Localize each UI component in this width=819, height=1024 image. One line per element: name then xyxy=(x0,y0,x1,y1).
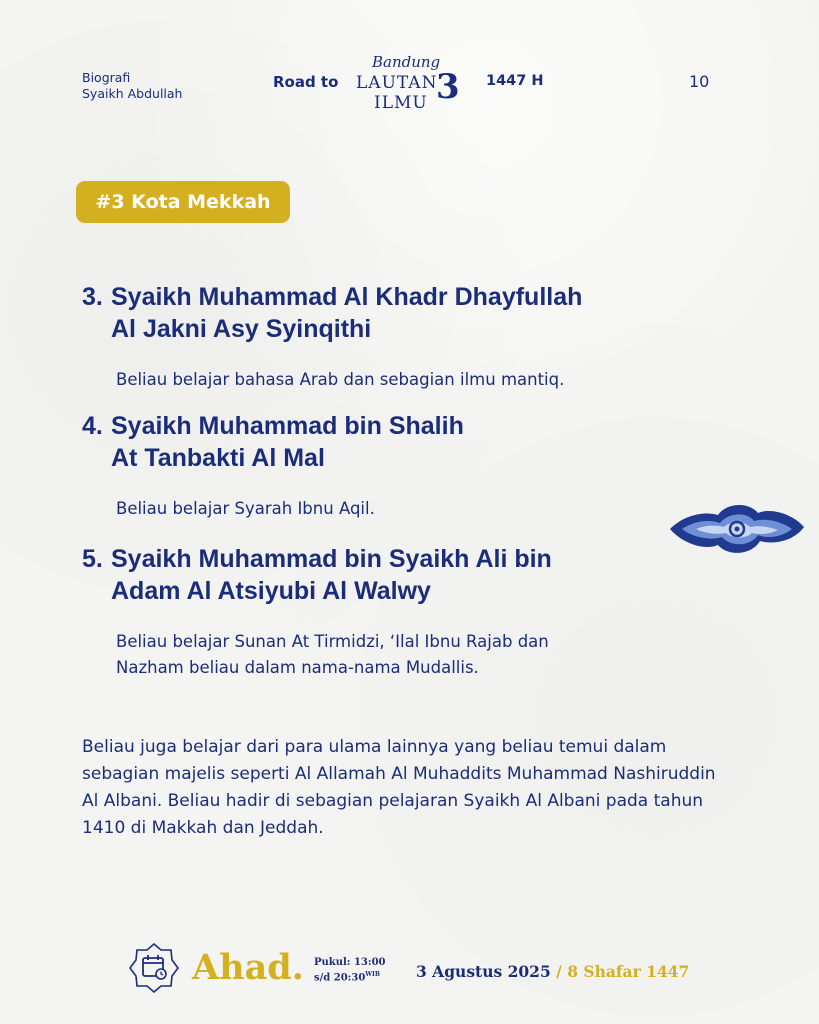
sheikh-description-line: Beliau belajar bahasa Arab dan sebagian ilmu mantiq. xyxy=(116,370,565,389)
header-subtitle-line1: Biografi xyxy=(82,70,131,85)
sheikh-name-line1: Syaikh Muhammad bin Syaikh Ali bin xyxy=(111,545,552,573)
logo-digit: 3 xyxy=(436,67,460,107)
header-subtitle-line2: Syaikh Abdullah xyxy=(82,86,183,101)
calendar-icon xyxy=(128,942,180,994)
time-end xyxy=(314,969,385,984)
road-to-label: Road to xyxy=(273,73,339,91)
sheikh-description xyxy=(116,367,722,393)
logo-word2: ILMU xyxy=(374,93,428,113)
hijri-date: 8 Shafar 1447 xyxy=(567,962,690,981)
sheikh-number: 4. xyxy=(82,412,103,440)
logo-word1: LAUTAN xyxy=(356,73,438,93)
time-end-value: s/d 20:30 xyxy=(314,972,366,984)
sheikh-item xyxy=(82,543,722,681)
time-zone: WIB xyxy=(365,971,380,978)
sheikh-name-line2: Adam Al Atsiyubi Al Walwy xyxy=(111,577,431,605)
closing-paragraph: Beliau juga belajar dari para ulama lainnya yang beliau temui dalam sebagian majelis seperti Al Allamah Al Muhaddits Muhammad Nashiruddin Al Albani. Beliau hadir di sebagian pelajaran Syaikh Al Albani pada tahun 1410 di Makkah dan Jeddah. xyxy=(82,737,716,838)
sheikh-name-line2: At Tanbakti Al Mal xyxy=(111,444,325,472)
sheikh-name-line1: Syaikh Muhammad bin Shalih xyxy=(111,412,464,440)
bandung-lautan-ilmu-logo xyxy=(352,50,470,116)
sheikh-item xyxy=(82,410,722,522)
sheikh-name xyxy=(111,281,722,345)
sheikh-name-line2: Al Jakni Asy Syinqithi xyxy=(111,315,372,343)
sheikh-description-line: Beliau belajar Syarah Ibnu Aqil. xyxy=(116,499,375,518)
sheikh-name xyxy=(111,543,722,607)
sheikh-description xyxy=(116,629,722,681)
sheikh-name-line1: Syaikh Muhammad Al Khadr Dhayfullah xyxy=(111,283,583,311)
sheikh-title xyxy=(82,281,722,345)
logo-script: Bandung xyxy=(372,53,441,71)
gregorian-date: 3 Agustus 2025 xyxy=(416,962,551,981)
time-start: Pukul: 13:00 xyxy=(314,957,386,968)
megamendung-cloud-icon xyxy=(666,497,808,561)
sheikh-description xyxy=(116,496,722,522)
time-range xyxy=(314,957,385,984)
sheikh-description-line: Beliau belajar Sunan At Tirmidzi, ‘Ilal Ibnu Rajab dan xyxy=(116,632,549,651)
section-badge: #3 Kota Mekkah xyxy=(76,181,290,223)
sheikh-item xyxy=(82,281,722,393)
sheikh-title xyxy=(82,410,722,474)
sheikh-name xyxy=(111,410,722,474)
header-subtitle xyxy=(82,70,182,102)
sheikh-description-line: Nazham beliau dalam nama-nama Mudallis. xyxy=(116,658,479,677)
sheikh-number: 5. xyxy=(82,545,103,573)
sheikh-number: 3. xyxy=(82,283,103,311)
page-number: 10 xyxy=(689,72,710,91)
sheikh-title xyxy=(82,543,722,607)
hijri-year-label: 1447 H xyxy=(486,73,544,89)
date-separator: / xyxy=(550,962,568,981)
day-label: Ahad. xyxy=(192,947,304,988)
event-date xyxy=(416,962,689,981)
